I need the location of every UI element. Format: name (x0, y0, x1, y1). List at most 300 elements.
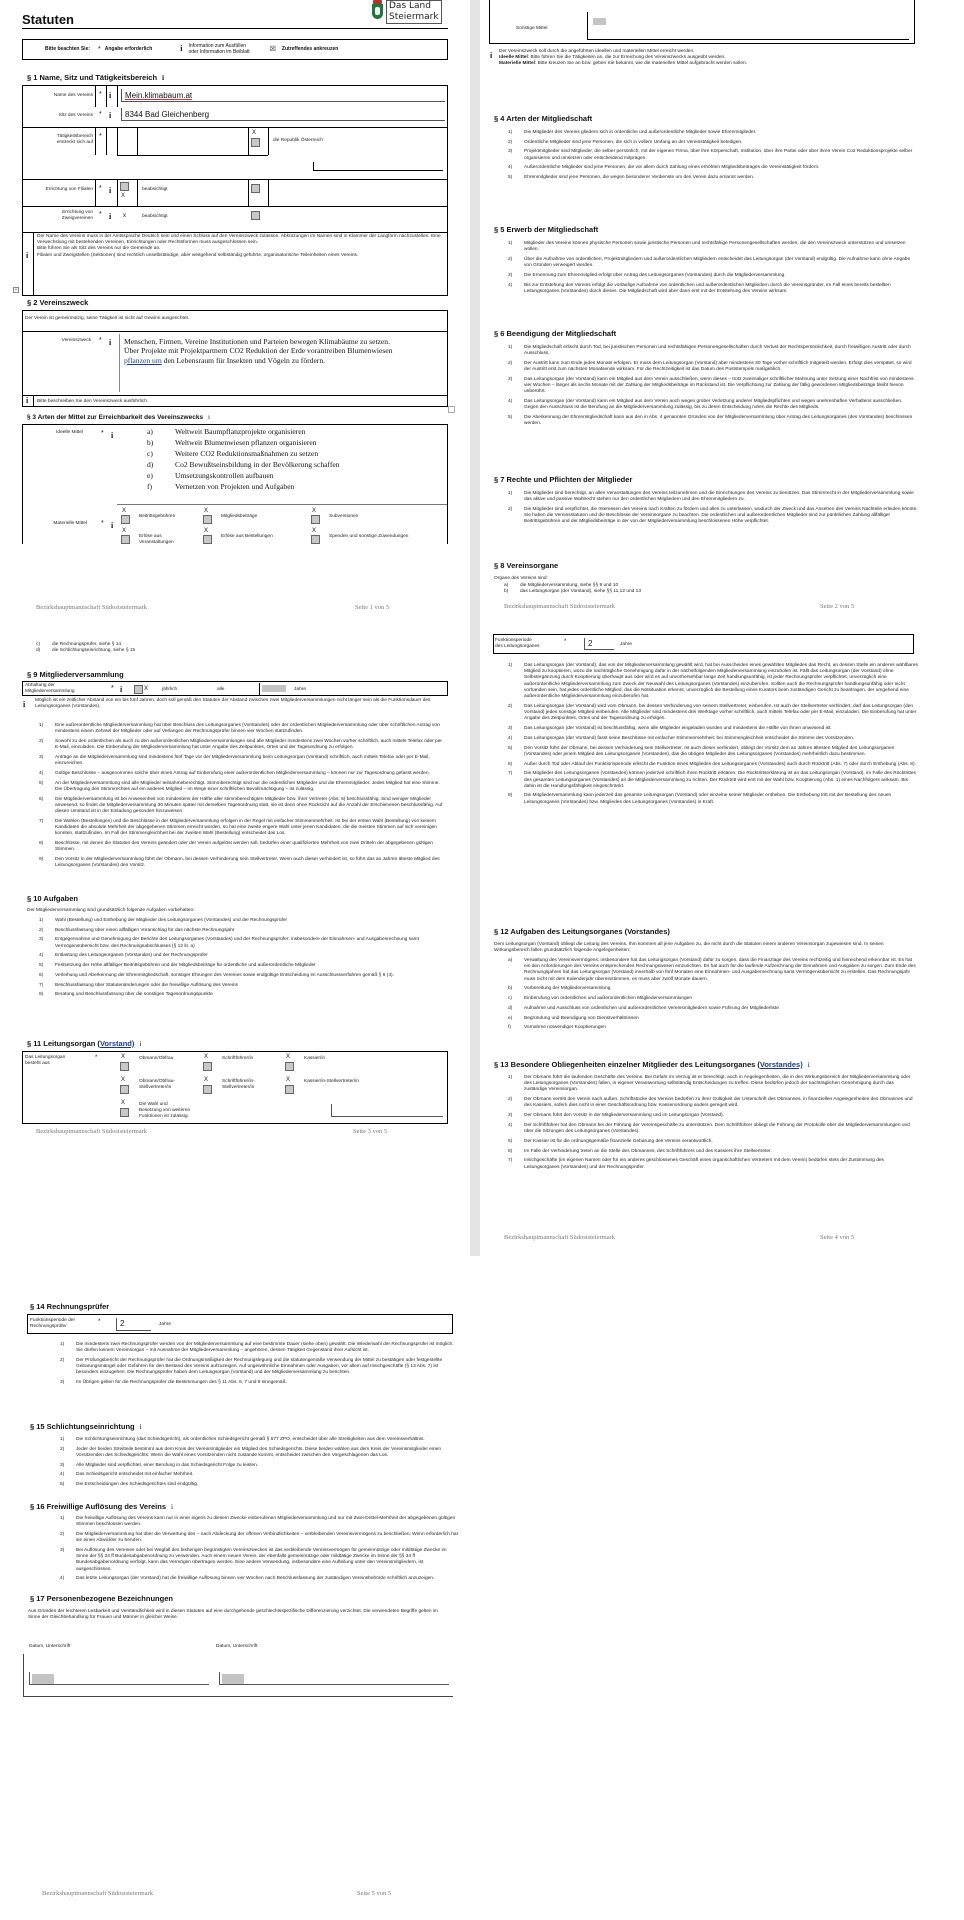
item-text: Eine außerordentliche Mitgliederversammlung hat über Beschluss des Leitungsorganes (Vorstandes) oder der ordentlichen Mitgliederversammlung oder über schriftlichen Antrag von mindestens einem Zehntel der Mitglieder oder auf Verlangen der Rechnungsprüfer binnen vier Wochen stattzufinden. (55, 723, 440, 735)
list-item (508, 726, 918, 732)
item-text: Das letzte Leitungsorgan (der Vorstand) hat die freiwillige Auflösung binnen vier Wochen nach Beschlussfassung der zuständigen Vereinsbehörde schriftlich anzuzeigen. (76, 1576, 435, 1582)
item-text: Bis zur Entstehung des Vereins erfolgt die vorläufige Aufnahme von ordentlichen und außerordentlichen Mitgliedern durch die Vereinsgründer, im Fall eines bereits bestellten Leitungsorganes (Vorstandes) durch dieses. Die Mitgliedschaft wird aber dann erst mit der Entstehung des Vereins wirksam. (524, 282, 891, 294)
item-text: Verwaltung des Vereinsvermögens; insbesondere hat das Leitungsorgan (Vorstand) dafür zu sorgen, dass die Finanzlage des Vereins rechtzeitig und hinreichend erkennbar ist. Es hat ein den Anforderungen des Vereins entsprechendes Rechnungswesen einzurichten. Es hat auch für die laufende Aufzeichnung der Einnahmen und Ausgaben zu sorgen. Zum Ende des Rechnungsjahres hat das Leitungsorgan (Vorstand) innerhalb von fünf Monaten eine Einnahmen- und Ausgabenrechnung samt Vermögensübersicht zu erstellen. Das Rechnungsjahr muss nicht mit dem Kalenderjahr übereinstimmen, es muss aber zwölf Monate dauern. (524, 958, 916, 982)
list-item (508, 1149, 918, 1155)
purpose-field[interactable]: Menschen, Firmen, Vereine Institutionen und Parteien bewegen Klimabäume zu setzen. Über Projekte mit Projektpartnern CO2 Reduktion der Erde vorantreiben Blumenwiesen pflanzen um den Lebensraum für Insekten und Vögeln zu fördern. (124, 337, 393, 365)
item-text: Verleihung und Aberkennung der Ehrenmitgliedschaft, sonstiger Ehrungen des Vereines sowie endgültige Entscheidung im Ausschlussverfahren gemäß § 6 (4). (55, 972, 394, 978)
check-mark: X (121, 1054, 126, 1060)
material-means-checkbox[interactable] (311, 535, 320, 544)
list-item (508, 130, 918, 136)
item-text: Im Falle der Verhinderung treten an die Stelle des Obmannes, des Schriftführers und des Kassiers ihre Stellvertreter. (524, 1148, 772, 1154)
list-item (508, 736, 918, 742)
item-text: Vornahme notwendiger Kooptierungen (524, 1025, 606, 1031)
page-2 (482, 0, 964, 625)
subassoc-checkbox[interactable] (251, 211, 260, 220)
item-number: e) (508, 1015, 513, 1021)
legend-prefix: Bitte beachten Sie: (45, 46, 91, 53)
item-number: 6) (508, 761, 513, 767)
item-text: Das Leitungsorgan (der Vorstand) kann ein Mitglied aus dem Verein ausschließen, wenn dieses – trotz zweimaliger schriftlicher Mahnung unter Setzung einer Nachfrist von mindestens vier Wochen – länger als sechs Monate mit der Zahlung der Mitgliedsbeiträge im Rückstand ist. Die Verpflichtung zur Zahlung der fällig gewordenen Mitgliedsbeiträge bleibt hievon unberührt. (524, 376, 914, 395)
item-number: 5) (508, 415, 513, 421)
item-text: Die Mitgliederversammlung kann jederzeit das gesamte Leitungsorgan (Vorstand) oder einzelne seiner Mitglieder entheben. Die Enthebung tritt mit der Bestellung des neuen Leitungsorganes (Vorstandes) bzw. Mitgliedes des Leitungsorganes (Vorstandes) in Kraft. (524, 793, 892, 805)
info-icon: i (180, 44, 183, 54)
page-3 (0, 630, 468, 1255)
material-means-label: Mitgliedsbeiträge (221, 514, 258, 519)
item-text: die Mitgliederversammlung, siehe §§ 9 und 10 (520, 583, 619, 588)
check-mark: X (122, 508, 127, 514)
item-number: 5) (508, 745, 513, 751)
list-item (39, 953, 446, 959)
info-icon[interactable]: i (109, 338, 112, 347)
footer-office: Bezirkshauptmannschaft Südoststeiermark (42, 1890, 154, 1897)
item-number: 4) (39, 953, 44, 959)
check-mark: x (123, 213, 126, 219)
material-means-checkbox[interactable] (203, 515, 212, 524)
item-number: 4) (508, 282, 513, 288)
item-number: 4) (39, 770, 44, 776)
signature-label-2: Datum, Unterschrift (216, 1644, 258, 1649)
item-number: 3) (508, 726, 513, 732)
seat-value: 8344 Bad Gleichenberg (125, 110, 210, 119)
info-icon[interactable]: i (162, 73, 165, 82)
section-11-heading: § 11 Leitungsorgan (Vorstand) i (27, 1039, 142, 1048)
cursor-marker (448, 406, 455, 413)
item-number: 4) (60, 1472, 65, 1478)
section-7-heading: § 7 Rechte und Pflichten der Mitglieder (494, 475, 633, 484)
section-9-note: Möglich ist ein zeitlicher Abstand von ein bis fünf Jahren, doch soll gemäß den Statuten der Abstand zwischen zwei Mitgliederversammlungen nicht länger sein als die Funktionsdauer des Leitungsorganes (Vorstandes). (35, 698, 431, 710)
item-number: a) (508, 958, 513, 963)
item-text: Der Obmann führt den Vorsitz in der Mitgliederversammlung und im Leitungsorgan (Vorstand). (524, 1113, 724, 1119)
item-number: c) (147, 449, 153, 458)
list-item (60, 1516, 460, 1528)
list-item (508, 377, 918, 396)
list-item (60, 1358, 460, 1377)
item-number: 3) (39, 754, 44, 760)
item-text: Vorbereitung der Mitgliederversammlung (524, 986, 611, 992)
list-item (36, 648, 436, 654)
required-icon: * (111, 685, 114, 692)
list-item (508, 1025, 918, 1031)
item-number: 8) (508, 793, 513, 799)
table-move-handle[interactable]: + (14, 287, 18, 293)
list-item (60, 1532, 460, 1544)
list-item (508, 415, 918, 427)
scope-austria-checkbox[interactable] (251, 138, 260, 147)
list-item (39, 992, 446, 998)
signature-field-1[interactable] (32, 1674, 54, 1684)
assembly-label: Abhaltung der Mitgliederversammlung (25, 683, 75, 695)
item-number: 5) (60, 1482, 65, 1488)
required-icon: * (101, 430, 104, 437)
name-label: Name des Vereins (53, 93, 93, 98)
check-mark: X (121, 1100, 126, 1106)
list-item (39, 841, 446, 853)
check-mark: X (204, 508, 209, 514)
item-number: 6) (39, 972, 44, 978)
check-mark: X (121, 193, 126, 199)
item-number: 2) (508, 139, 513, 145)
list-item (508, 1075, 918, 1094)
list-item (508, 1097, 918, 1109)
auditor-period-form (27, 1314, 453, 1334)
section-8-heading: § 8 Vereinsorgane (494, 561, 559, 570)
item-number: 2) (60, 1531, 65, 1537)
list-item (60, 1342, 460, 1354)
required-icon: * (564, 639, 567, 645)
list-item (39, 819, 446, 838)
info-icon: i (490, 51, 493, 60)
list-item (508, 762, 918, 768)
item-text: Die Entscheidungen des Schiedsgerichtes sind endgültig. (76, 1482, 199, 1488)
section-6-list (508, 345, 918, 431)
item-number: 4) (508, 399, 513, 405)
list-item (39, 937, 446, 949)
list-item (39, 739, 446, 751)
page-number: Seite 2 von 5 (820, 603, 855, 610)
section-12-heading: § 12 Aufgaben des Leitungsorganes (Vorstandes) (494, 927, 670, 936)
page-5 (0, 1262, 482, 1920)
item-text: Außerordentliche Mitglieder sind jene Personen, die vor allem durch Zahlung eines erhöhten Mitgliedsbeitrages die Vereinstätigkeit fördern. (524, 165, 820, 171)
item-number: c) (508, 996, 512, 1002)
info-icon[interactable]: i (120, 685, 123, 694)
check-mark: X (204, 528, 209, 534)
list-item (60, 1548, 460, 1573)
list-item (508, 996, 918, 1002)
other-means-box (489, 0, 915, 44)
item-number: 3) (508, 1113, 513, 1119)
material-means-checkbox[interactable] (121, 515, 130, 524)
board-role-label: Obmann/Obfrau-Stellvertreter/in (139, 1079, 175, 1091)
item-number: 2) (60, 1357, 65, 1363)
section-11-list (508, 663, 918, 809)
auditor-period-field[interactable]: 2 (120, 1319, 125, 1328)
item-number: 3) (60, 1462, 65, 1468)
list-item (508, 273, 918, 279)
info-icon: i (26, 251, 29, 260)
list-item (508, 140, 918, 146)
list-item (508, 283, 918, 295)
list-item (508, 746, 918, 758)
section-10-intro: Der Mitgliederversammlung sind grundsätzlich folgende Aufgaben vorbehalten: (27, 908, 195, 913)
item-number: 2) (508, 1097, 513, 1103)
section-4-list (508, 130, 918, 185)
section-15-list (60, 1437, 460, 1492)
list-item (39, 928, 446, 934)
item-text: Aufnahme und Ausschluss von ordentlichen und außerordentlichen Vereinsmitgliedern sowie Führung der Mitgliederliste (524, 1005, 779, 1011)
item-text: Der Obmann führt die laufenden Geschäfte des Vereins. Bei Gefahr im Verzug ist er berechtigt, auch in Angelegenheiten, die in den Wirkungsbereich der Mitgliederversammlung oder des Leitungsorganes (Vorstandes) fallen, in eigener Verantwortung selbständig Entscheidungen zu treffen. Diese bedürfen jedoch der nachträglichen Genehmigung durch das zuständige Vereinsorgan. (524, 1075, 911, 1093)
title-divider (22, 28, 448, 29)
section-10-list (39, 918, 446, 1002)
logo-line-2: Steiermark (389, 12, 439, 22)
board-role-checkbox[interactable] (120, 1108, 129, 1117)
page-number: Seite 4 von 5 (820, 1234, 855, 1241)
item-text: Ordentliche Mitglieder sind jene Personen, die sich in vollem Umfang an der Vereinstätigkeit beteiligen. (524, 139, 743, 145)
required-icon: * (95, 1055, 98, 1061)
item-text: Weitere CO2 Reduktionsmaßnahmen zu setzen (175, 449, 319, 458)
list-item (508, 1123, 918, 1135)
info-icon[interactable]: i (109, 212, 112, 221)
item-text: Den Vorsitz führt der Obmann, bei dessen Verhinderung sein Stellvertreter. Ist auch dieser verhindert, obliegt der Vorsitz dem an Jahren ältesten Mitglied des Leitungsorganes (Vorstandes) oder jenem Mitglied des Leitungsorganes (Vorstandes), das die übrigen Mitglieder des Leitungsorganes (Vorstandes) mehrheitlich dazu bestimmen. (524, 745, 895, 757)
item-number: a) (147, 427, 153, 436)
item-text: Die Mitgliederversammlung hat über die Verwertung des – nach Abdeckung der offenen Verbindlichkeiten – verbleibenden Vereinsvermögens zu beschließen. Wenn erforderlich hat sie einen Abwickler zu berufen. (76, 1531, 458, 1544)
branches-not-checkbox[interactable] (251, 184, 260, 193)
branches-label: Errichtung von Filialen (45, 187, 93, 192)
board-role-checkbox[interactable] (203, 1085, 212, 1094)
item-number: 6) (39, 796, 44, 802)
board-composition-form (22, 1051, 448, 1124)
list-item (508, 793, 918, 805)
item-number: 3) (39, 937, 44, 943)
section-7-list (508, 491, 918, 529)
board-period-field[interactable]: 2 (588, 639, 593, 648)
item-text: Der Schriftführer hat den Obmann bei der Führung der Vereinsgeschäfte zu unterstützen. Dem Schriftführer obliegt die Führung der Protokolle über die Mitgliederversammlungen und über die Sitzungen des Leitungsorganes (Vorstandes). (524, 1122, 910, 1135)
item-text: Der Kassier ist für die ordnungsgemäße finanzielle Gebarung des Vereins verantwortlich. (524, 1138, 713, 1144)
item-text: Entlastung des Leitungsorganes (Vorstandes) und der Rechnungsprüfer (55, 953, 208, 959)
list-item (508, 1139, 918, 1145)
item-text: Gültige Beschlüsse – ausgenommen solche über einen Antrag auf Einberufung einer außerordentlichen Mitgliederversammlung – können nur zur Tagesordnung gefasst werden. (55, 770, 430, 776)
page-number: Seite 5 von 5 (357, 1890, 392, 1897)
years-interval-field[interactable] (262, 685, 286, 692)
info-icon[interactable]: i (111, 521, 114, 530)
list-item (39, 797, 446, 816)
list-item (39, 723, 446, 735)
item-number: b) (508, 986, 513, 992)
required-icon: * (99, 337, 102, 344)
item-text: Außer durch Tod oder Ablauf der Funktionsperiode erlischt die Funktion eines Mitgliedes des Leitungsorganes (Vorstandes) auch durch Rücktritt (Abs. 7) oder durch Enthebung (Abs. 8). (524, 761, 916, 767)
item-number: 3) (60, 1547, 65, 1553)
check-mark: X (286, 1077, 291, 1083)
signature-label-1: Datum, Unterschrift (29, 1644, 71, 1649)
board-role-checkbox[interactable] (203, 1062, 212, 1071)
item-text: Der Obmann vertritt den Verein nach außen. Schriftstücke des Vereins bedürfen zu ihrer Gültigkeit der Unterschrift des Obmannes, in finanziellen Angelegenheiten des Obmannes und des Kassiers, sofern dies nicht in einer Geschäftsordnung bzw. Kassenordnung anders geregelt wird. (524, 1097, 913, 1109)
list-item (508, 1006, 918, 1012)
item-number: 2) (508, 256, 513, 262)
item-text: Der Austritt kann zum Ende jedes Monats erfolgen. Er muss dem Leitungsorgan (Vorstand) aber mindestens 30 Tage vorher schriftlich mitgeteilt werden. Erfolgt dies verspätet, so wird der Austritt erst zum nächsten Monatsende wirksam. Für die Rechtzeitigkeit ist das Datum des Poststempels maßgeblich. (524, 360, 912, 373)
steiermark-crest-icon (372, 0, 383, 22)
material-means-label: Spenden und sonstige Zuwendungen (329, 534, 409, 539)
list-item (508, 345, 918, 357)
item-number: 4) (508, 1122, 513, 1128)
board-role-checkbox[interactable] (120, 1085, 129, 1094)
name-value: Mein.klimabaum.at (125, 91, 193, 100)
item-number: 7) (39, 982, 44, 988)
section-15-heading: § 15 Schlichtungseinrichtung i (30, 1422, 142, 1431)
item-text: Die Ernennung zum Ehrenmitglied erfolgt über Antrag des Leitungsorganes (Vorstandes) durch die Mitgliederversammlung. (524, 272, 786, 278)
other-means-label: Sonstige Mittel (516, 26, 548, 31)
list-item (508, 165, 918, 171)
item-number: b) (147, 438, 154, 447)
yearly-checkbox[interactable] (134, 685, 143, 694)
board-role-label: Kassier/in-Stellvertreter/in (304, 1079, 359, 1084)
item-number: 1) (508, 1075, 513, 1080)
legend-box (22, 39, 448, 60)
item-number: d) (147, 460, 154, 469)
item-text: Der Prüfungsbericht der Rechnungsprüfer hat die Ordnungsmäßigkeit der Rechnungslegung und die statutengemäße Verwendung der Mittel zu bestätigen oder festgestellte Gebarungsmängel oder Gefahren für den Bestand des Vereins aufzuzeigen. Auf ungewöhnliche Einnahmen oder Ausgaben, vor allem auf Insichgeschäfte (§ 13 Abs. 7) ist besonders einzugehen. Die Rechnungsprüfer haben dem Leitungsorgan (Vorstand) und der Mitgliederversammlung zu berichten. (76, 1357, 443, 1376)
item-number: 3) (60, 1380, 65, 1386)
seat-label: Sitz des Vereins (58, 113, 93, 118)
item-text: Den Vorsitz in der Mitgliederversammlung führt der Obmann, bei dessen Verhinderung sein Stellvertreter. Wenn auch dieser verhindert ist, so führt das an Jahren älteste Mitglied des Leitungsorganes (Vorstandes) den Vorsitz. (55, 856, 440, 869)
section-5-heading: § 5 Erwerb der Mitgliedschaft (494, 225, 599, 234)
section-3-form (22, 424, 448, 544)
item-number: a) (504, 583, 509, 588)
item-number: 3) (508, 376, 513, 382)
item-text: Das Leitungsorgan (der Vorstand) fasst seine Beschlüsse mit einfacher Stimmenmehrheit; bei Stimmengleichheit entscheidet die Stimme des Vorsitzenden. (524, 735, 855, 741)
scope-label: Tätigkeitsbereich erstreckt sich auf (56, 134, 93, 146)
item-text: Das Leitungsorgan (der Vorstand) wird vom Obmann, bei dessen Verhinderung von seinem Stellvertreter, einberufen. Ist auch der Stellvertreter verhindert, darf das Leitungsorgan (den Vorstand) jedes sonstige Mitglied einberufen. Alle Mitglieder sind mindestens drei Werktage vorher schriftlich, auch mittels Telefax oder per E-Mail, einzuladen. Die Einberufung hat unter Angabe des Zeitpunktes, Ortes und der Tagesordnung zu erfolgen. (524, 703, 917, 722)
list-item (508, 149, 918, 161)
logo (372, 0, 442, 24)
check-mark: X (312, 508, 317, 514)
item-text: Begründung und Beendigung von Dienstverhältnissen (524, 1015, 639, 1021)
board-role-checkbox[interactable] (285, 1062, 294, 1071)
item-text: die Schlichtungseinrichtung, siehe § 15 (52, 648, 136, 654)
item-text: Projektmitglieder sind Mitglieder, die selber persönlich, mit der eigenen Firma, über ihre Körperschaft, Institution, über ihre Partei oder über ihren Verein Co2 Reduktionsprojekte selber organisieren und umsetzen oder entscheidend mitprägen. (524, 149, 913, 161)
list-item (508, 507, 918, 526)
info-icon[interactable]: i (109, 91, 112, 100)
list-item (60, 1472, 460, 1478)
scope-other-field[interactable] (313, 170, 443, 171)
material-means-checkbox[interactable] (311, 515, 320, 524)
material-means-checkbox[interactable] (203, 535, 212, 544)
item-number: 1) (60, 1516, 65, 1521)
check-mark: X (122, 528, 127, 534)
item-text: Vernetzen von Projekten und Aufgaben (175, 482, 295, 491)
item-number: 2) (508, 360, 513, 366)
item-number: 5) (508, 175, 513, 181)
footer-office: Bezirkshauptmannschaft Südoststeiermark (36, 604, 148, 611)
required-icon: * (99, 111, 102, 118)
item-text: Die Aberkennung der Ehrenmitgliedschaft kann aus den in Abs. 4 genannten Gründen von der Mitgliederversammlung über Antrag des Leitungsorganes (des Vorstandes) beschlossen werden. (524, 415, 913, 427)
item-number: 7) (508, 1158, 513, 1164)
scope-option-label: die Republik Österreich (273, 138, 323, 143)
item-text: Die Mitglieder sind verpflichtet, die Interessen des Vereins nach Kräften zu fördern und alles zu unterlassen, wodurch der Zweck und das Ansehen des Vereins Nachteile erleiden könnte. Sie haben die Vereinsstatuten und die Beschlüsse der Vereinsorgane zu beachten. Die ordentlichen und außerordentlichen Mitglieder sind zur pünktlichen Zahlung allfälliger Beitrittsgebühren und der Mitgliedsbeiträge in der von der Mitgliederversammlung beschlossenen Höhe verpflichtet. (524, 506, 918, 525)
page-number: Seite 1 von 5 (355, 604, 390, 611)
item-text: Beschlussfassung über einen allfälligen Voranschlag für das nächste Rechnungsjahr (55, 927, 235, 933)
item-number: 2) (39, 927, 44, 933)
material-means-label: Erlöse aus Bestellungen (221, 534, 273, 539)
years-label: Jahre (620, 642, 632, 647)
list-item (39, 755, 446, 767)
item-text: Die Schlichtungseinrichtung (das Schiedsgericht), als ordentliches Schiedsgericht gemäß § 577 ZPO, entscheidet über alle Streitigkeiten aus dem Vereinsverhältnis. (76, 1437, 425, 1442)
list-item (508, 1113, 918, 1119)
check-mark: X (204, 1077, 209, 1083)
section-2-intro: Der Verein ist gemeinnützig, seine Tätigkeit ist nicht auf Gewinn ausgerichtet. (25, 316, 190, 321)
list-item (508, 771, 918, 790)
item-text: Beschlussfassung über Statutenänderungen oder die freiwillige Auflösung des Vereins (55, 982, 238, 988)
signature-field-2[interactable] (222, 1674, 244, 1684)
info-icon: i (23, 700, 26, 709)
item-number: c) (36, 642, 40, 647)
item-number: 9) (39, 856, 44, 862)
auditor-period-label: Funktionsperiode der Rechnungsprüfer (30, 1318, 76, 1330)
item-text: Die Mitglieder sind berechtigt, an allen Veranstaltungen des Vereins teilzunehmen und die Einrichtungen des Vereins zu benützen. Das Stimmrecht in der Mitgliederversammlung sowie das aktive und passive Wahlrecht stehen nur den ordentlichen Mitgliedern und den Ehrenmitgliedern zu. (524, 491, 914, 503)
yearly-label: jährlich (162, 687, 178, 692)
check-mark: X (286, 1054, 291, 1060)
check-mark: X (312, 528, 317, 534)
section-8-intro: Organe des Vereins sind: (494, 576, 548, 581)
section-17-heading: § 17 Personenbezogene Bezeichnungen (30, 1594, 173, 1603)
logo-line-1: Das Land (389, 1, 431, 11)
item-number: 4) (508, 165, 513, 171)
section-14-heading: § 14 Rechnungsprüfer (30, 1302, 110, 1311)
list-item (508, 663, 918, 700)
item-text: Insichgeschäfte (im eigenen Namen oder für ein anderes geschlossenes Geschäft eines organschaftlichen Vertreters mit dem Verein) bedürfen stets der Zustimmung des Leitungsorganes (Vorstandes) und der Rechnungsprüfer. (524, 1158, 884, 1170)
subassoc-value: beabsichtigt (142, 214, 168, 219)
item-text: Co2 Bewußtseinsbildung in der Bevölkerung schaffen (175, 460, 340, 469)
item-number: e) (147, 471, 153, 480)
list-item (508, 241, 918, 253)
board-role-checkbox[interactable] (285, 1085, 294, 1094)
section-12-intro: Dem Leitungsorgan (Vorstand) obliegt die Leitung des Vereins. Ihm kommen all jene Aufgaben zu, die nicht durch die Statuten einem anderen Vereinsorgan zugewiesen sind. In seinen Wirkungsbereich fallen grundsätzlich folgende Angelegenheiten: (494, 942, 884, 954)
section-1-note: Der Name des Vereins muss in der Amtssprache Deutsch sein und einen Schluss auf den Vereinszweck zulassen. Abkürzungen im Namen sind in Klammer der Langform nachzustellen. Eine Verwechslung mit bestehenden Vereinen, Einrichtungen oder Rechtsformen muss ausgeschlossen sein. Bitte führen Sie als Sitz des Vereins nur die Gemeinde an. Filialen und Zweigstellen (Sektionen) sind rechtlich unselbständige, aber weitgehend selbständig geführte, organisatorische Teileinheiten eines Vereins. (37, 234, 441, 258)
item-number: 7) (508, 771, 513, 777)
section-16-list (60, 1516, 460, 1586)
section-1-heading: § 1 Name, Sitz und Tätigkeitsbereich i (27, 73, 165, 82)
material-means-label: Subventionen (329, 514, 359, 519)
item-number: b) (504, 589, 509, 595)
item-number: 1) (508, 491, 513, 496)
info-icon[interactable]: i (111, 431, 114, 440)
section-9-heading: § 9 Mitgliederversammlung (27, 670, 124, 679)
item-text: Das Schiedsgericht entscheidet mit einfacher Mehrheit. (76, 1472, 194, 1478)
item-text: die Rechnungsprüfer, siehe § 14 (52, 642, 122, 647)
item-text: Das Leitungsorgan (der Vorstand), das von der Mitgliederversammlung gewählt wird, hat bei Ausscheiden eines gewählten Mitgliedes das Recht, an dessen Stelle ein anderes wählbares Mitglied zu kooptieren, wozu die nachträgliche Genehmigung dafür in der nächstfolgenden Mitgliederversammlung einzuholen ist. Fällt das Leitungsorgan (der Vorstand) ohne Selbstergänzung durch Kooptierung überhaupt aus oder wird es auf unvorhersehbar lange Zeit handlungsunfähig, ist jeder Rechnungsprüfer verpflichtet, unverzüglich eine außerordentliche Mitgliederversammlung zum Zweck der Neuwahl des Leitungsorganes (Vorstandes) einzuberufen. Sollten auch die Rechnungsprüfer handlungsunfähig oder nicht vorhanden sein, hat jedes ordentliche Mitglied, das die Notsituation erkennt, unverzüglich die Bestellung eines Kurators beim zuständigen Gericht zu beantragen, der umgehend eine außerordentliche Mitgliederversammlung einzuberufen hat. (524, 663, 918, 700)
branches-checkbox[interactable] (120, 182, 129, 191)
item-number: 7) (39, 818, 44, 824)
material-means-checkbox[interactable] (121, 535, 130, 544)
info-icon[interactable]: i (109, 186, 112, 195)
page-4 (482, 630, 964, 1255)
section-3-note: Der Vereinszweck soll durch die angeführten ideellen und materiellen Mittel erreicht werden. Ideelle Mittel: Bitte führen Sie die Tätigkeiten an, die zur Erreichung des Vereinszwecks ausgeübt werden. Materielle Mittel: Bitte kreuzen Sie an bzw. geben Sie bekannt, wie die materiellen Mittel aufgebracht werden sollen. (499, 49, 747, 67)
legend-check: Zutreffendes ankreuzen (281, 46, 339, 53)
item-number: 2) (508, 506, 513, 512)
item-number: d) (36, 648, 41, 654)
item-text: Das Leitungsorgan (der Vorstand) ist beschlussfähig, wenn alle Mitglieder eingeladen wurden und mindestens die Hälfte von ihnen anwesend ist. (524, 726, 832, 732)
required-icon: * (101, 520, 104, 527)
section-9-list (39, 723, 446, 873)
board-other-field[interactable] (331, 1116, 443, 1117)
years-label: Jahre (294, 687, 306, 692)
other-means-field[interactable] (593, 18, 606, 25)
info-icon[interactable]: i (109, 111, 112, 120)
section-3-heading: § 3 Arten der Mittel zur Erreichbarkeit des Vereinszwecks i (27, 414, 210, 421)
list-item (39, 857, 446, 869)
ideal-label: Ideelle Mittel (56, 430, 83, 435)
list-item (508, 257, 918, 269)
item-number: 1) (508, 663, 513, 668)
item-number: 1) (508, 130, 513, 135)
board-role-checkbox[interactable] (120, 1062, 129, 1071)
item-text: Jeder der beiden Streitteile bestimmt aus dem Kreis der Vereinsmitglieder ein Mitglied des Schiedsgerichts. Diese beiden wählen aus dem Kreis der Vereinsmitglieder einen Vorsitzenden des Schiedsgerichts. Wenn die Wahl eines Vorsitzenden nicht zustande kommt, entscheidet zwischen den Vorgeschlagenen das Los. (76, 1446, 442, 1458)
item-text: Einberufung von ordentlichen und außerordentlichen Mitgliederversammlungen (524, 996, 692, 1002)
list-item (60, 1437, 460, 1443)
item-number: 3) (508, 149, 513, 155)
item-text: Entgegennahme und Genehmigung der Berichte des Leitungsorganes (Vorstandes) und der Rechnungsprüfer; insbesondere der Einnahmen- und Ausgabenrechnung samt Vermögensübersicht bzw. des Rechnungsabschlusses (§ 12 lit. a) (55, 937, 420, 949)
item-text: Über die Aufnahme von ordentlichen, Projektmitgliedern und außerordentlichen Mitgliedern entscheidet das Leitungsorgan (der Vorstand) endgültig. Die Aufnahme kann ohne Angabe von Gründen verweigert werden. (524, 256, 911, 269)
purpose-label: Vereinszweck (61, 338, 91, 343)
item-number: 4) (508, 735, 513, 741)
list-item (39, 918, 446, 924)
page-gutter (470, 0, 480, 1256)
assembly-interval-form (22, 681, 448, 696)
required-icon: * (99, 133, 102, 140)
section-17-text: Aus Gründen der leichteren Lesbarkeit und Verständlichkeit wird in diesen Statuten auf eine durchgehende geschlechtsspezifische Differenzierung verzichtet. Die verwendeten Begriffe gelten im Sinne der Gleichbehandlung für Frauen und Männer in gleicher Weise. (28, 1609, 438, 1621)
item-text: Bei Auflösung des Vereines oder bei Wegfall des bisherigen begünstigten Vereinszweckes ist das verbleibende Vereinsvermögen für gemeinnützige oder mildtätige Zwecke im Sinne der §§ 34 ff Bundesabgabenordnung zu verwenden. Auch einem neuen Verein, der ebenfalls gemeinnützige oder mildtätige Zwecke im Sinne der §§ 34 ff Bundesabgabenordnung verfolgt, kann das Vermögen übertragen werden. Eine andere Verwendung, insbesondere eine Aufteilung unter den Vereinsmitgliedern, ist ausgeschlossen. (76, 1547, 447, 1572)
legend-info: Information zum Ausfüllen oder Information im Beiblatt (188, 43, 250, 55)
page-1 (0, 0, 468, 625)
section-2-note: Bitte beschreiben Sie den Vereinszweck ausführlich. (37, 399, 149, 404)
footer-office: Bezirkshauptmannschaft Südoststeiermark (36, 1128, 148, 1135)
item-text: Mitglieder des Vereins können physische Personen sowie juristische Personen und rechtsfähige Personengesellschaften werden, die den Vereinszweck unterstützen und umsetzen wollen. (524, 241, 906, 253)
